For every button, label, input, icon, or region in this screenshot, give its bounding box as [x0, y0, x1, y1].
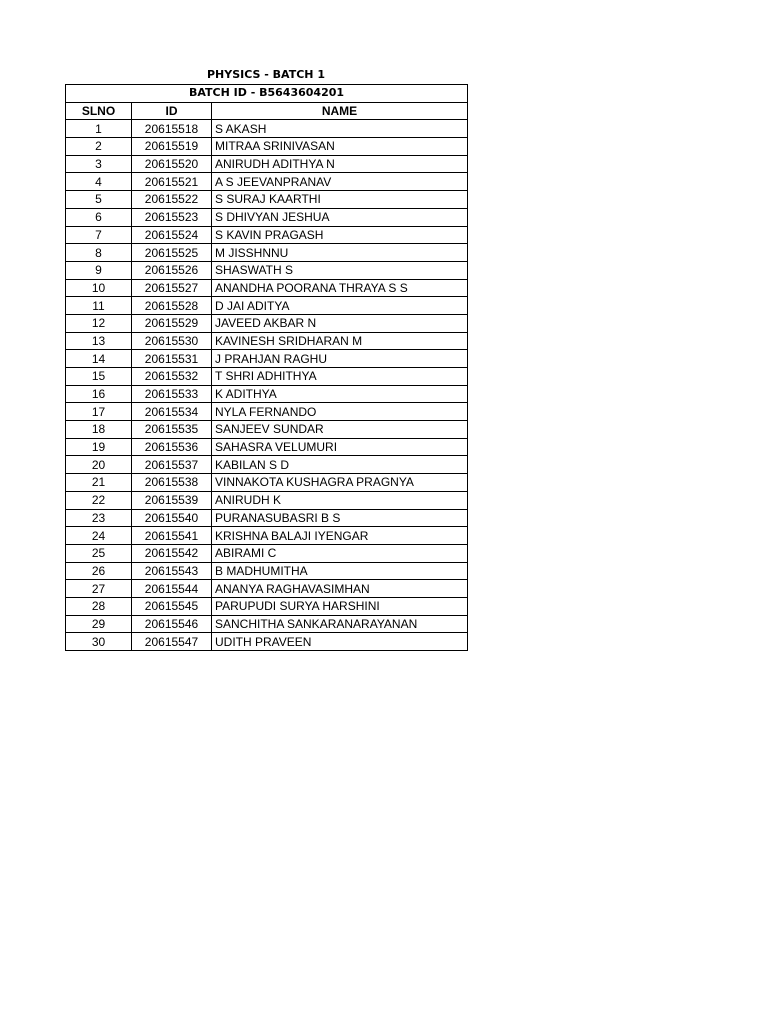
- name-cell: T SHRI ADHITHYA: [212, 368, 468, 386]
- table-row: [66, 173, 468, 191]
- slno-cell: 28: [66, 597, 132, 615]
- table-row: [66, 544, 468, 562]
- slno-cell: 19: [66, 438, 132, 456]
- id-cell: 20615547: [132, 633, 212, 651]
- slno-cell: 21: [66, 474, 132, 492]
- table-row: [66, 456, 468, 474]
- id-cell: 20615543: [132, 562, 212, 580]
- id-cell: 20615524: [132, 226, 212, 244]
- slno-cell: 26: [66, 562, 132, 580]
- slno-cell: 17: [66, 403, 132, 421]
- id-cell: 20615536: [132, 438, 212, 456]
- slno-cell: 16: [66, 385, 132, 403]
- slno-cell: 12: [66, 314, 132, 332]
- slno-cell: 15: [66, 368, 132, 386]
- slno-cell: 9: [66, 261, 132, 279]
- name-cell: SAHASRA VELUMURI: [212, 438, 468, 456]
- id-cell: 20615540: [132, 509, 212, 527]
- name-cell: ANANYA RAGHAVASIMHAN: [212, 580, 468, 598]
- id-cell: 20615535: [132, 421, 212, 439]
- slno-cell: 24: [66, 527, 132, 545]
- table-row: [66, 633, 468, 651]
- id-cell: 20615529: [132, 314, 212, 332]
- slno-cell: 11: [66, 297, 132, 315]
- id-cell: 20615541: [132, 527, 212, 545]
- table-row: [66, 155, 468, 173]
- name-cell: ABIRAMI C: [212, 544, 468, 562]
- table-row: [66, 191, 468, 209]
- name-cell: PURANASUBASRI B S: [212, 509, 468, 527]
- slno-cell: 1: [66, 120, 132, 138]
- id-cell: 20615521: [132, 173, 212, 191]
- slno-cell: 23: [66, 509, 132, 527]
- id-cell: 20615527: [132, 279, 212, 297]
- id-cell: 20615539: [132, 491, 212, 509]
- page-title: PHYSICS - BATCH 1: [207, 68, 325, 81]
- id-cell: 20615518: [132, 120, 212, 138]
- header-slno: SLNO: [66, 102, 132, 120]
- name-cell: J PRAHJAN RAGHU: [212, 350, 468, 368]
- slno-cell: 27: [66, 580, 132, 598]
- table-row: [66, 438, 468, 456]
- table-row: [66, 421, 468, 439]
- name-cell: ANIRUDH K: [212, 491, 468, 509]
- slno-cell: 3: [66, 155, 132, 173]
- id-cell: 20615545: [132, 597, 212, 615]
- table-row: [66, 368, 468, 386]
- id-cell: 20615546: [132, 615, 212, 633]
- slno-cell: 4: [66, 173, 132, 191]
- table-row: [66, 491, 468, 509]
- id-cell: 20615531: [132, 350, 212, 368]
- table-row: [66, 350, 468, 368]
- slno-cell: 20: [66, 456, 132, 474]
- table-row: [66, 527, 468, 545]
- slno-cell: 13: [66, 332, 132, 350]
- table-row: [66, 138, 468, 156]
- id-cell: 20615544: [132, 580, 212, 598]
- table-row: [66, 562, 468, 580]
- table-row: [66, 226, 468, 244]
- name-cell: D JAI ADITYA: [212, 297, 468, 315]
- name-cell: KAVINESH SRIDHARAN M: [212, 332, 468, 350]
- header-row: [66, 102, 468, 120]
- id-cell: 20615542: [132, 544, 212, 562]
- id-cell: 20615533: [132, 385, 212, 403]
- table-row: [66, 208, 468, 226]
- id-cell: 20615534: [132, 403, 212, 421]
- id-cell: 20615519: [132, 138, 212, 156]
- table-row: [66, 597, 468, 615]
- slno-cell: 22: [66, 491, 132, 509]
- table-row: [66, 297, 468, 315]
- name-cell: VINNAKOTA KUSHAGRA PRAGNYA: [212, 474, 468, 492]
- slno-cell: 2: [66, 138, 132, 156]
- batch-id-row: [66, 85, 468, 103]
- table-row: [66, 403, 468, 421]
- name-cell: ANIRUDH ADITHYA N: [212, 155, 468, 173]
- slno-cell: 29: [66, 615, 132, 633]
- name-cell: NYLA FERNANDO: [212, 403, 468, 421]
- name-cell: S KAVIN PRAGASH: [212, 226, 468, 244]
- name-cell: SANJEEV SUNDAR: [212, 421, 468, 439]
- slno-cell: 14: [66, 350, 132, 368]
- header-name: NAME: [212, 102, 468, 120]
- id-cell: 20615525: [132, 244, 212, 262]
- table-row: [66, 244, 468, 262]
- name-cell: S DHIVYAN JESHUA: [212, 208, 468, 226]
- batch-id: BATCH ID - B5643604201: [66, 85, 468, 103]
- id-cell: 20615538: [132, 474, 212, 492]
- name-cell: UDITH PRAVEEN: [212, 633, 468, 651]
- slno-cell: 30: [66, 633, 132, 651]
- slno-cell: 5: [66, 191, 132, 209]
- name-cell: S SURAJ KAARTHI: [212, 191, 468, 209]
- name-cell: SHASWATH S: [212, 261, 468, 279]
- table-row: [66, 580, 468, 598]
- student-roster-table: [65, 84, 468, 651]
- table-row: [66, 261, 468, 279]
- id-cell: 20615522: [132, 191, 212, 209]
- slno-cell: 25: [66, 544, 132, 562]
- name-cell: K ADITHYA: [212, 385, 468, 403]
- table-row: [66, 314, 468, 332]
- slno-cell: 6: [66, 208, 132, 226]
- name-cell: JAVEED AKBAR N: [212, 314, 468, 332]
- id-cell: 20615530: [132, 332, 212, 350]
- name-cell: S AKASH: [212, 120, 468, 138]
- table-row: [66, 332, 468, 350]
- table-row: [66, 120, 468, 138]
- table-row: [66, 279, 468, 297]
- name-cell: A S JEEVANPRANAV: [212, 173, 468, 191]
- name-cell: KRISHNA BALAJI IYENGAR: [212, 527, 468, 545]
- id-cell: 20615520: [132, 155, 212, 173]
- slno-cell: 7: [66, 226, 132, 244]
- name-cell: KABILAN S D: [212, 456, 468, 474]
- table-row: [66, 474, 468, 492]
- table-row: [66, 385, 468, 403]
- slno-cell: 8: [66, 244, 132, 262]
- table-row: [66, 615, 468, 633]
- name-cell: B MADHUMITHA: [212, 562, 468, 580]
- roster-body: [66, 120, 468, 651]
- name-cell: MITRAA SRINIVASAN: [212, 138, 468, 156]
- id-cell: 20615537: [132, 456, 212, 474]
- slno-cell: 10: [66, 279, 132, 297]
- name-cell: ANANDHA POORANA THRAYA S S: [212, 279, 468, 297]
- name-cell: SANCHITHA SANKARANARAYANAN: [212, 615, 468, 633]
- table-row: [66, 509, 468, 527]
- slno-cell: 18: [66, 421, 132, 439]
- id-cell: 20615523: [132, 208, 212, 226]
- id-cell: 20615528: [132, 297, 212, 315]
- name-cell: M JISSHNNU: [212, 244, 468, 262]
- id-cell: 20615532: [132, 368, 212, 386]
- header-id: ID: [132, 102, 212, 120]
- id-cell: 20615526: [132, 261, 212, 279]
- name-cell: PARUPUDI SURYA HARSHINI: [212, 597, 468, 615]
